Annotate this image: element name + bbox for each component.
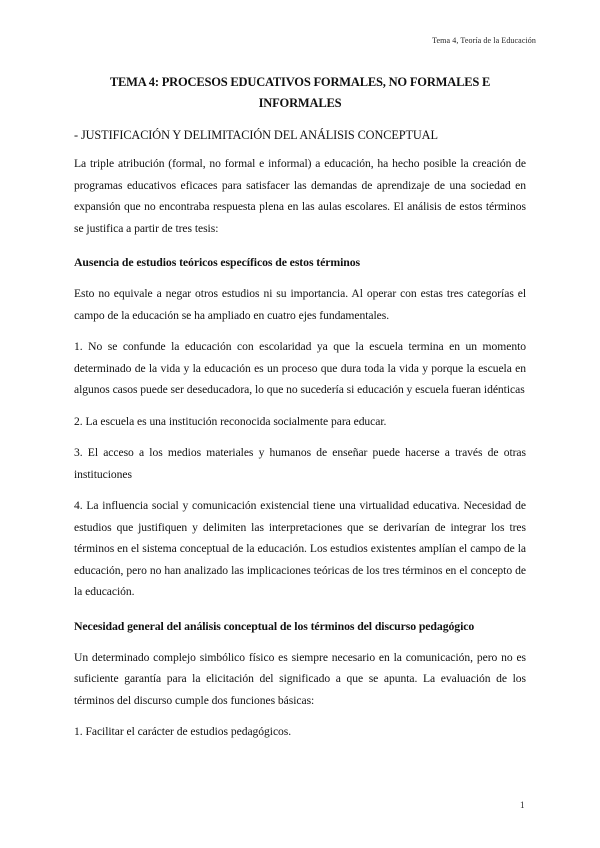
list-item-4: 4. La influencia social y comunicación existencial tiene una virtualidad educativa. Necesidad de estudios que justifiquen y delimiten las interpretaciones que se derivarían de integrar los tres términos en el sistema conceptual de la educación. Los estudios existentes amplían el campo de la educación, pero no han analizado las implicaciones teóricas de los tres términos en el concepto de la educación. xyxy=(74,499,526,598)
subheading-necesidad: Necesidad general del análisis conceptual de los términos del discurso pedagógico xyxy=(74,618,475,633)
document-title: TEMA 4: PROCESOS EDUCATIVOS FORMALES, NO FORMALES E INFORMALES xyxy=(109,75,491,110)
list-item-2: 2. La escuela es una institución reconocida socialmente para educar. xyxy=(74,414,387,428)
paragraph-complejo-simbolico: Un determinado complejo simbólico físico es siempre necesario en la comunicación, pero no es suficiente garantía para la elicitación del significado a que se apunta. La evaluación de los términos del discurso cumple dos funciones básicas: xyxy=(74,650,526,707)
section-heading: - JUSTIFICACIÓN Y DELIMITACIÓN DEL ANÁLISIS CONCEPTUAL xyxy=(74,128,438,142)
page-content xyxy=(74,72,526,743)
list-item-1: 1. No se confunde la educación con escolaridad ya que la escuela termina en un momento determinado de la vida y la educación es un proceso que dura toda la vida y porque la escuela en algunos casos puede ser deseducadora, lo que no sucedería si educación y escuela fueran idénticas xyxy=(74,340,526,396)
subheading-ausencia: Ausencia de estudios teóricos específicos de estos términos xyxy=(74,255,361,269)
paragraph-esto-no-equivale: Esto no equivale a negar otros estudios ni su importancia. Al operar con estas tres categorías el campo de la educación se ha ampliado en cuatro ejes fundamentales. xyxy=(74,287,526,322)
list-item-facilitar: 1. Facilitar el carácter de estudios pedagógicos. xyxy=(74,725,292,738)
intro-paragraph: La triple atribución (formal, no formal e informal) a educación, ha hecho posible la creación de programas educativos eficaces para satisfacer las demandas de aprendizaje de una sociedad en expansión que no encontraba respuesta plena en las aulas escolares. El análisis de estos términos se justifica a partir de tres tesis: xyxy=(74,157,526,235)
page-number: 1 xyxy=(520,800,525,810)
running-header: Tema 4, Teoría de la Educación xyxy=(432,36,536,45)
list-item-3: 3. El acceso a los medios materiales y humanos de enseñar puede hacerse a través de otras instituciones xyxy=(74,446,526,481)
